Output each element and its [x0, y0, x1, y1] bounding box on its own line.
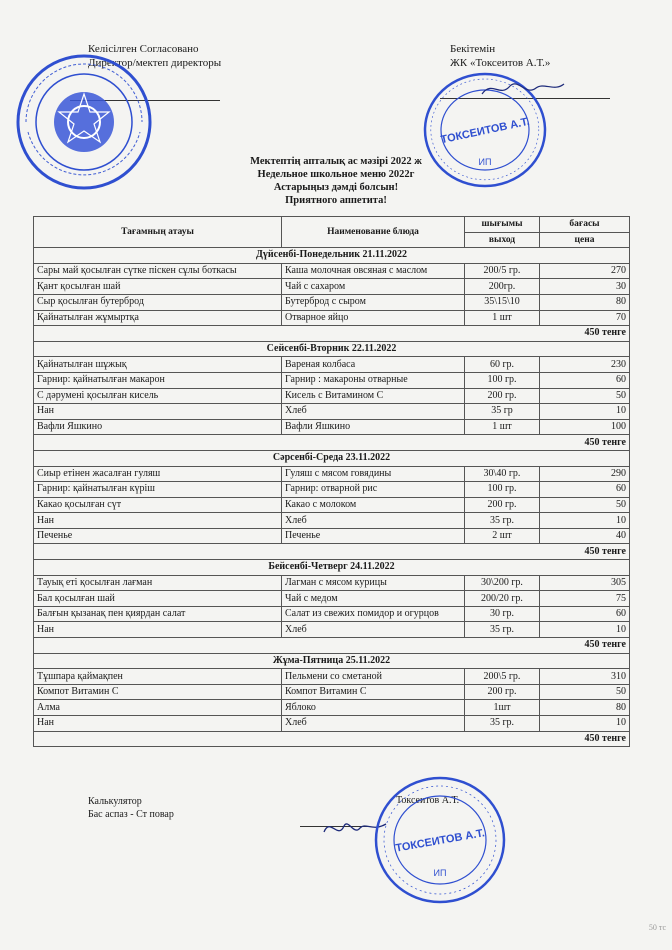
dish-yield: 30 гр.	[465, 606, 540, 622]
dish-yield: 100 гр.	[465, 482, 540, 498]
dish-yield: 2 шт	[465, 528, 540, 544]
dish-price: 230	[540, 357, 630, 373]
footer-chef: Бас аспаз - Ст повар	[88, 809, 174, 820]
table-row	[34, 513, 630, 529]
table-row	[34, 497, 630, 513]
dish-name-ru: Кисель с Витамином С	[282, 388, 465, 404]
dish-price: 305	[540, 575, 630, 591]
dish-name-kz: Компот Витамин С	[34, 684, 282, 700]
dish-yield: 1 шт	[465, 310, 540, 326]
day-name: Жұма-Пятница 25.11.2022	[34, 653, 630, 669]
table-row	[34, 419, 630, 435]
dish-price: 50	[540, 684, 630, 700]
footer-left	[88, 795, 174, 821]
dish-name-ru: Каша молочная овсяная с маслом	[282, 263, 465, 279]
menu-title	[0, 155, 672, 207]
table-row	[34, 482, 630, 498]
dish-name-kz: Алма	[34, 700, 282, 716]
dish-name-kz: С дәрумені қосылған кисель	[34, 388, 282, 404]
dish-name-kz: Нан	[34, 716, 282, 732]
column-header-ru: Наименование блюда	[282, 217, 465, 248]
table-header-row	[34, 217, 630, 233]
dish-yield: 200 гр.	[465, 497, 540, 513]
dish-yield: 200/5 гр.	[465, 263, 540, 279]
dish-price: 10	[540, 716, 630, 732]
corner-number: 50 тс	[648, 923, 666, 932]
dish-yield: 35 гр	[465, 404, 540, 420]
day-header-row	[34, 653, 630, 669]
dish-yield: 30\40 гр.	[465, 466, 540, 482]
dish-yield: 35 гр.	[465, 622, 540, 638]
day-total-row	[34, 326, 630, 342]
table-row	[34, 575, 630, 591]
dish-price: 10	[540, 404, 630, 420]
table-row	[34, 528, 630, 544]
day-total: 450 тенге	[34, 435, 630, 451]
dish-price: 60	[540, 482, 630, 498]
table-row	[34, 700, 630, 716]
dish-name-ru: Гуляш с мясом говядины	[282, 466, 465, 482]
dish-yield: 1 шт	[465, 419, 540, 435]
dish-yield: 35 гр.	[465, 513, 540, 529]
dish-name-ru: Салат из свежих помидор и огурцов	[282, 606, 465, 622]
dish-yield: 1шт	[465, 700, 540, 716]
day-header-row	[34, 248, 630, 264]
dish-price: 270	[540, 263, 630, 279]
dish-price: 75	[540, 591, 630, 607]
stamp-bottom-name: ТОКСЕИТОВ А.Т.	[394, 827, 486, 855]
dish-yield: 200/20 гр.	[465, 591, 540, 607]
dish-price: 50	[540, 388, 630, 404]
menu-table	[33, 216, 630, 747]
dish-name-ru: Компот Витамин С	[282, 684, 465, 700]
dish-price: 310	[540, 669, 630, 685]
table-row	[34, 669, 630, 685]
day-name: Сейсенбі-Вторник 22.11.2022	[34, 341, 630, 357]
table-row	[34, 372, 630, 388]
company-stamp-bottom-icon	[370, 772, 510, 907]
dish-yield: 30\200 гр.	[465, 575, 540, 591]
dish-yield: 200 гр.	[465, 388, 540, 404]
day-total: 450 тенге	[34, 731, 630, 747]
dish-name-ru: Гарнир: отварной рис	[282, 482, 465, 498]
day-total-row	[34, 435, 630, 451]
day-total: 450 тенге	[34, 544, 630, 560]
day-header-row	[34, 450, 630, 466]
dish-yield: 60 гр.	[465, 357, 540, 373]
day-total-row	[34, 638, 630, 654]
stamp-bottom-sub: ИП	[433, 868, 447, 878]
dish-name-ru: Вареная колбаса	[282, 357, 465, 373]
column-header-kz: Тағамның атауы	[34, 217, 282, 248]
dish-price: 10	[540, 622, 630, 638]
dish-name-ru: Какао с молоком	[282, 497, 465, 513]
dish-name-kz: Вафли Яшкино	[34, 419, 282, 435]
table-row	[34, 404, 630, 420]
day-total-row	[34, 731, 630, 747]
approval-right-line1: Бекітемін	[450, 43, 496, 55]
dish-price: 80	[540, 700, 630, 716]
day-name: Дүйсенбі-Понедельник 21.11.2022	[34, 248, 630, 264]
day-name: Сәрсенбі-Среда 23.11.2022	[34, 450, 630, 466]
column-header-price-kz: бағасы	[540, 217, 630, 233]
dish-name-kz: Нан	[34, 622, 282, 638]
dish-name-ru: Вафли Яшкино	[282, 419, 465, 435]
dish-name-kz: Сиыр етінен жасалған гуляш	[34, 466, 282, 482]
dish-yield: 200\5 гр.	[465, 669, 540, 685]
dish-yield: 35\15\10	[465, 294, 540, 310]
dish-name-kz: Гарнир: қайнатылған күріш	[34, 482, 282, 498]
dish-name-kz: Нан	[34, 404, 282, 420]
dish-price: 70	[540, 310, 630, 326]
signature-scribble-top-icon	[478, 76, 568, 102]
dish-name-kz: Печенье	[34, 528, 282, 544]
dish-price: 50	[540, 497, 630, 513]
day-total: 450 тенге	[34, 326, 630, 342]
table-row	[34, 263, 630, 279]
table-row	[34, 294, 630, 310]
dish-price: 60	[540, 606, 630, 622]
dish-name-kz: Сыр қосылған бутерброд	[34, 294, 282, 310]
dish-name-ru: Гарнир : макароны отварные	[282, 372, 465, 388]
table-row	[34, 684, 630, 700]
table-row	[34, 357, 630, 373]
title-line3: Астарыңыз дәмді болсын!	[273, 182, 399, 193]
day-total: 450 тенге	[34, 638, 630, 654]
dish-name-kz: Балғын қызанақ пен қиярдан салат	[34, 606, 282, 622]
dish-price: 60	[540, 372, 630, 388]
dish-name-ru: Хлеб	[282, 404, 465, 420]
dish-name-kz: Қант қосылған шай	[34, 279, 282, 295]
dish-name-kz: Сары май қосылған сүтке піскен сұлы боткасы	[34, 263, 282, 279]
dish-name-ru: Бутерброд с сыром	[282, 294, 465, 310]
dish-yield: 200 гр.	[465, 684, 540, 700]
dish-name-kz: Бал қосылған шай	[34, 591, 282, 607]
approval-right-line2: ЖК «Токсеитов А.Т.»	[450, 57, 551, 69]
table-row	[34, 716, 630, 732]
table-row	[34, 606, 630, 622]
column-header-price-ru: цена	[540, 232, 630, 248]
dish-price: 10	[540, 513, 630, 529]
dish-name-kz: Қайнатылған жұмыртқа	[34, 310, 282, 326]
dish-name-kz: Тауық еті қосылған лағман	[34, 575, 282, 591]
title-line1: Мектептің апталық ас мәзірі 2022 ж	[250, 156, 422, 167]
day-total-row	[34, 544, 630, 560]
dish-name-kz: Қайнатылған шұжық	[34, 357, 282, 373]
dish-price: 40	[540, 528, 630, 544]
title-line2: Недельное школьное меню 2022г	[257, 169, 415, 180]
dish-name-ru: Пельмени со сметаной	[282, 669, 465, 685]
dish-price: 100	[540, 419, 630, 435]
dish-name-kz: Тұшпара қаймақпен	[34, 669, 282, 685]
day-header-row	[34, 560, 630, 576]
dish-yield: 35 гр.	[465, 716, 540, 732]
footer-signatory: Токсеитов А.Т.	[396, 795, 460, 806]
column-header-yield-ru: выход	[465, 232, 540, 248]
table-row	[34, 310, 630, 326]
dish-yield: 200гр.	[465, 279, 540, 295]
table-row	[34, 466, 630, 482]
dish-name-ru: Яблоко	[282, 700, 465, 716]
table-row	[34, 279, 630, 295]
table-row	[34, 591, 630, 607]
dish-name-kz: Гарнир: қайнатылған макарон	[34, 372, 282, 388]
day-header-row	[34, 341, 630, 357]
footer-calculator: Калькулятор	[88, 796, 142, 807]
dish-name-ru: Чай с сахаром	[282, 279, 465, 295]
column-header-yield-kz: шығымы	[465, 217, 540, 233]
title-line4: Приятного аппетита!	[285, 195, 387, 206]
table-row	[34, 388, 630, 404]
approval-left-line2: Директор/мектеп директоры	[88, 57, 222, 69]
dish-name-ru: Чай с медом	[282, 591, 465, 607]
dish-name-ru: Печенье	[282, 528, 465, 544]
dish-name-kz: Нан	[34, 513, 282, 529]
dish-yield: 100 гр.	[465, 372, 540, 388]
dish-price: 30	[540, 279, 630, 295]
table-row	[34, 622, 630, 638]
dish-name-kz: Какао қосылған сүт	[34, 497, 282, 513]
dish-name-ru: Отварное яйцо	[282, 310, 465, 326]
stamp-top-sub: ИП	[478, 157, 492, 167]
approval-right	[450, 42, 550, 70]
dish-price: 80	[540, 294, 630, 310]
dish-name-ru: Хлеб	[282, 622, 465, 638]
dish-name-ru: Хлеб	[282, 513, 465, 529]
approval-left-line1: Келісілген Согласовано	[88, 43, 199, 55]
dish-price: 290	[540, 466, 630, 482]
dish-name-ru: Лагман с мясом курицы	[282, 575, 465, 591]
day-name: Бейсенбі-Четверг 24.11.2022	[34, 560, 630, 576]
dish-name-ru: Хлеб	[282, 716, 465, 732]
stamp-top-name: ТОКСЕИТОВ А.Т.	[439, 115, 531, 147]
